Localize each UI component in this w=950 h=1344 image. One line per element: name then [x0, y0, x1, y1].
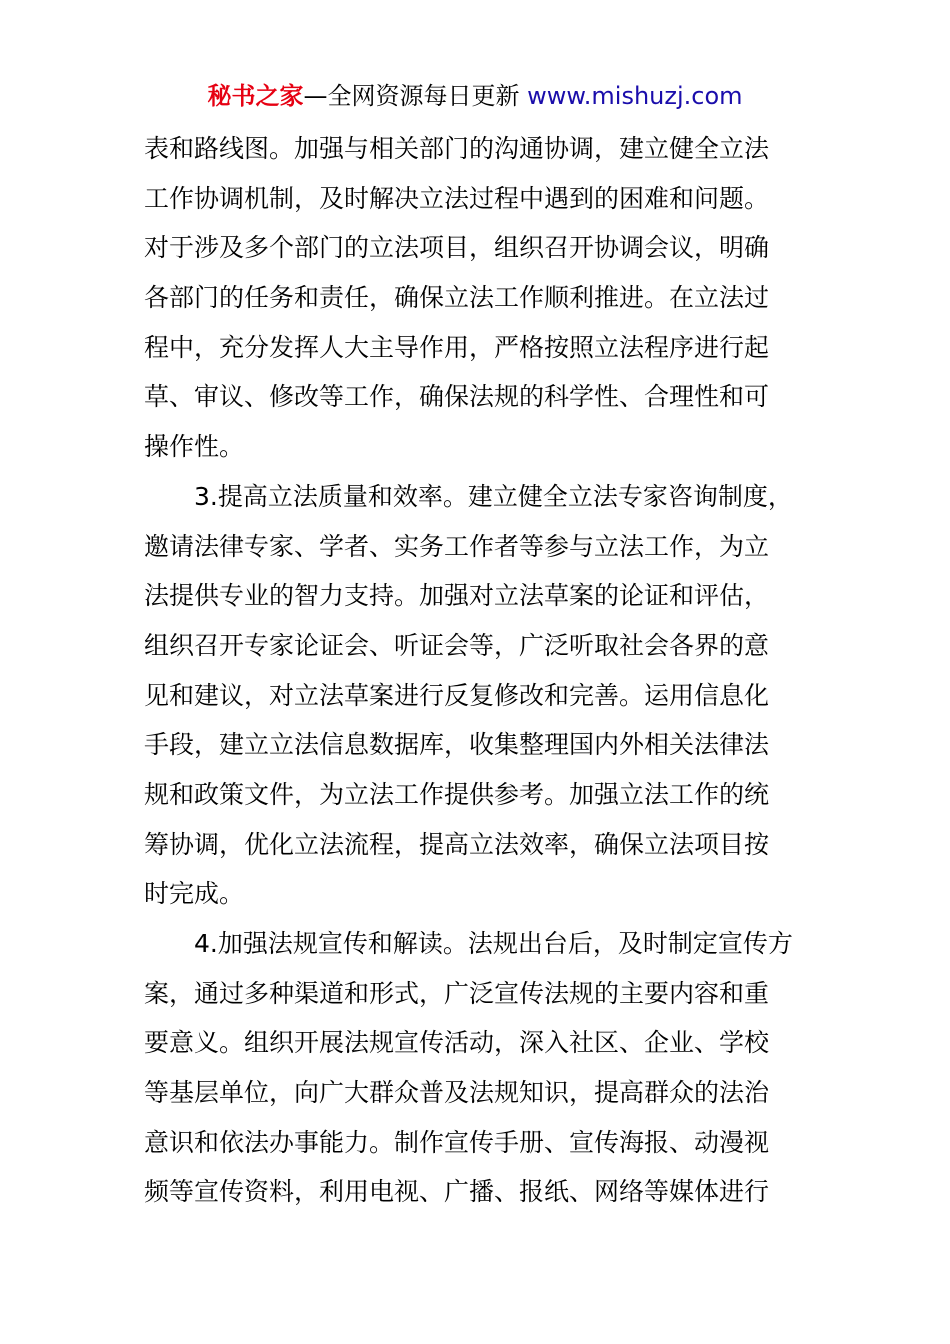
- site-url-link[interactable]: www.mishuzj.com: [527, 82, 743, 110]
- text-line: 法提供专业的智力支持。加强对立法草案的论证和评估，: [144, 581, 770, 611]
- document-body: [144, 124, 808, 1217]
- site-brand: 秘书之家: [207, 82, 304, 110]
- text-line: 见和建议，对立法草案进行反复修改和完善。运用信息化: [144, 680, 770, 710]
- text-line: 筹协调，优化立法流程，提高立法效率，确保立法项目按: [144, 829, 770, 859]
- text-line: 表和路线图。加强与相关部门的沟通协调，建立健全立法: [144, 134, 770, 163]
- text-line: 时完成。: [144, 879, 245, 909]
- text-line: 草、审议、修改等工作，确保法规的科学性、合理性和可: [144, 382, 770, 412]
- text-line: 案，通过多种渠道和形式，广泛宣传法规的主要内容和重: [144, 978, 770, 1008]
- text-line: 对于涉及多个部门的立法项目，组织召开协调会议，明确: [144, 233, 770, 263]
- text-line: 工作协调机制，及时解决立法过程中遇到的困难和问题。: [144, 183, 770, 213]
- text-line: 等基层单位，向广大群众普及法规知识，提高群众的法治: [144, 1078, 770, 1108]
- text-line: 程中，充分发挥人大主导作用，严格按照立法程序进行起: [144, 332, 770, 362]
- section-heading-line: 4.加强法规宣传和解读。法规出台后，及时制定宣传方: [194, 929, 793, 958]
- site-tagline: —全网资源每日更新: [303, 82, 520, 110]
- section-heading-line: 3.提高立法质量和效率。建立健全立法专家咨询制度，: [194, 481, 793, 511]
- text-line: 规和政策文件，为立法工作提供参考。加强立法工作的统: [144, 779, 770, 809]
- text-line: 频等宣传资料，利用电视、广播、报纸、网络等媒体进行: [144, 1177, 770, 1207]
- text-line: 各部门的任务和责任，确保立法工作顺利推进。在立法过: [144, 283, 770, 313]
- text-line: 操作性。: [144, 432, 245, 462]
- text-line: 组织召开专家论证会、听证会等，广泛听取社会各界的意: [144, 630, 770, 660]
- text-line: 要意义。组织开展法规宣传活动，深入社区、企业、学校: [144, 1028, 770, 1058]
- text-line: 手段，建立立法信息数据库，收集整理国内外相关法律法: [144, 730, 770, 760]
- page-header: [0, 78, 950, 114]
- text-line: 意识和依法办事能力。制作宣传手册、宣传海报、动漫视: [144, 1127, 770, 1157]
- text-line: 邀请法律专家、学者、实务工作者等参与立法工作，为立: [144, 531, 770, 561]
